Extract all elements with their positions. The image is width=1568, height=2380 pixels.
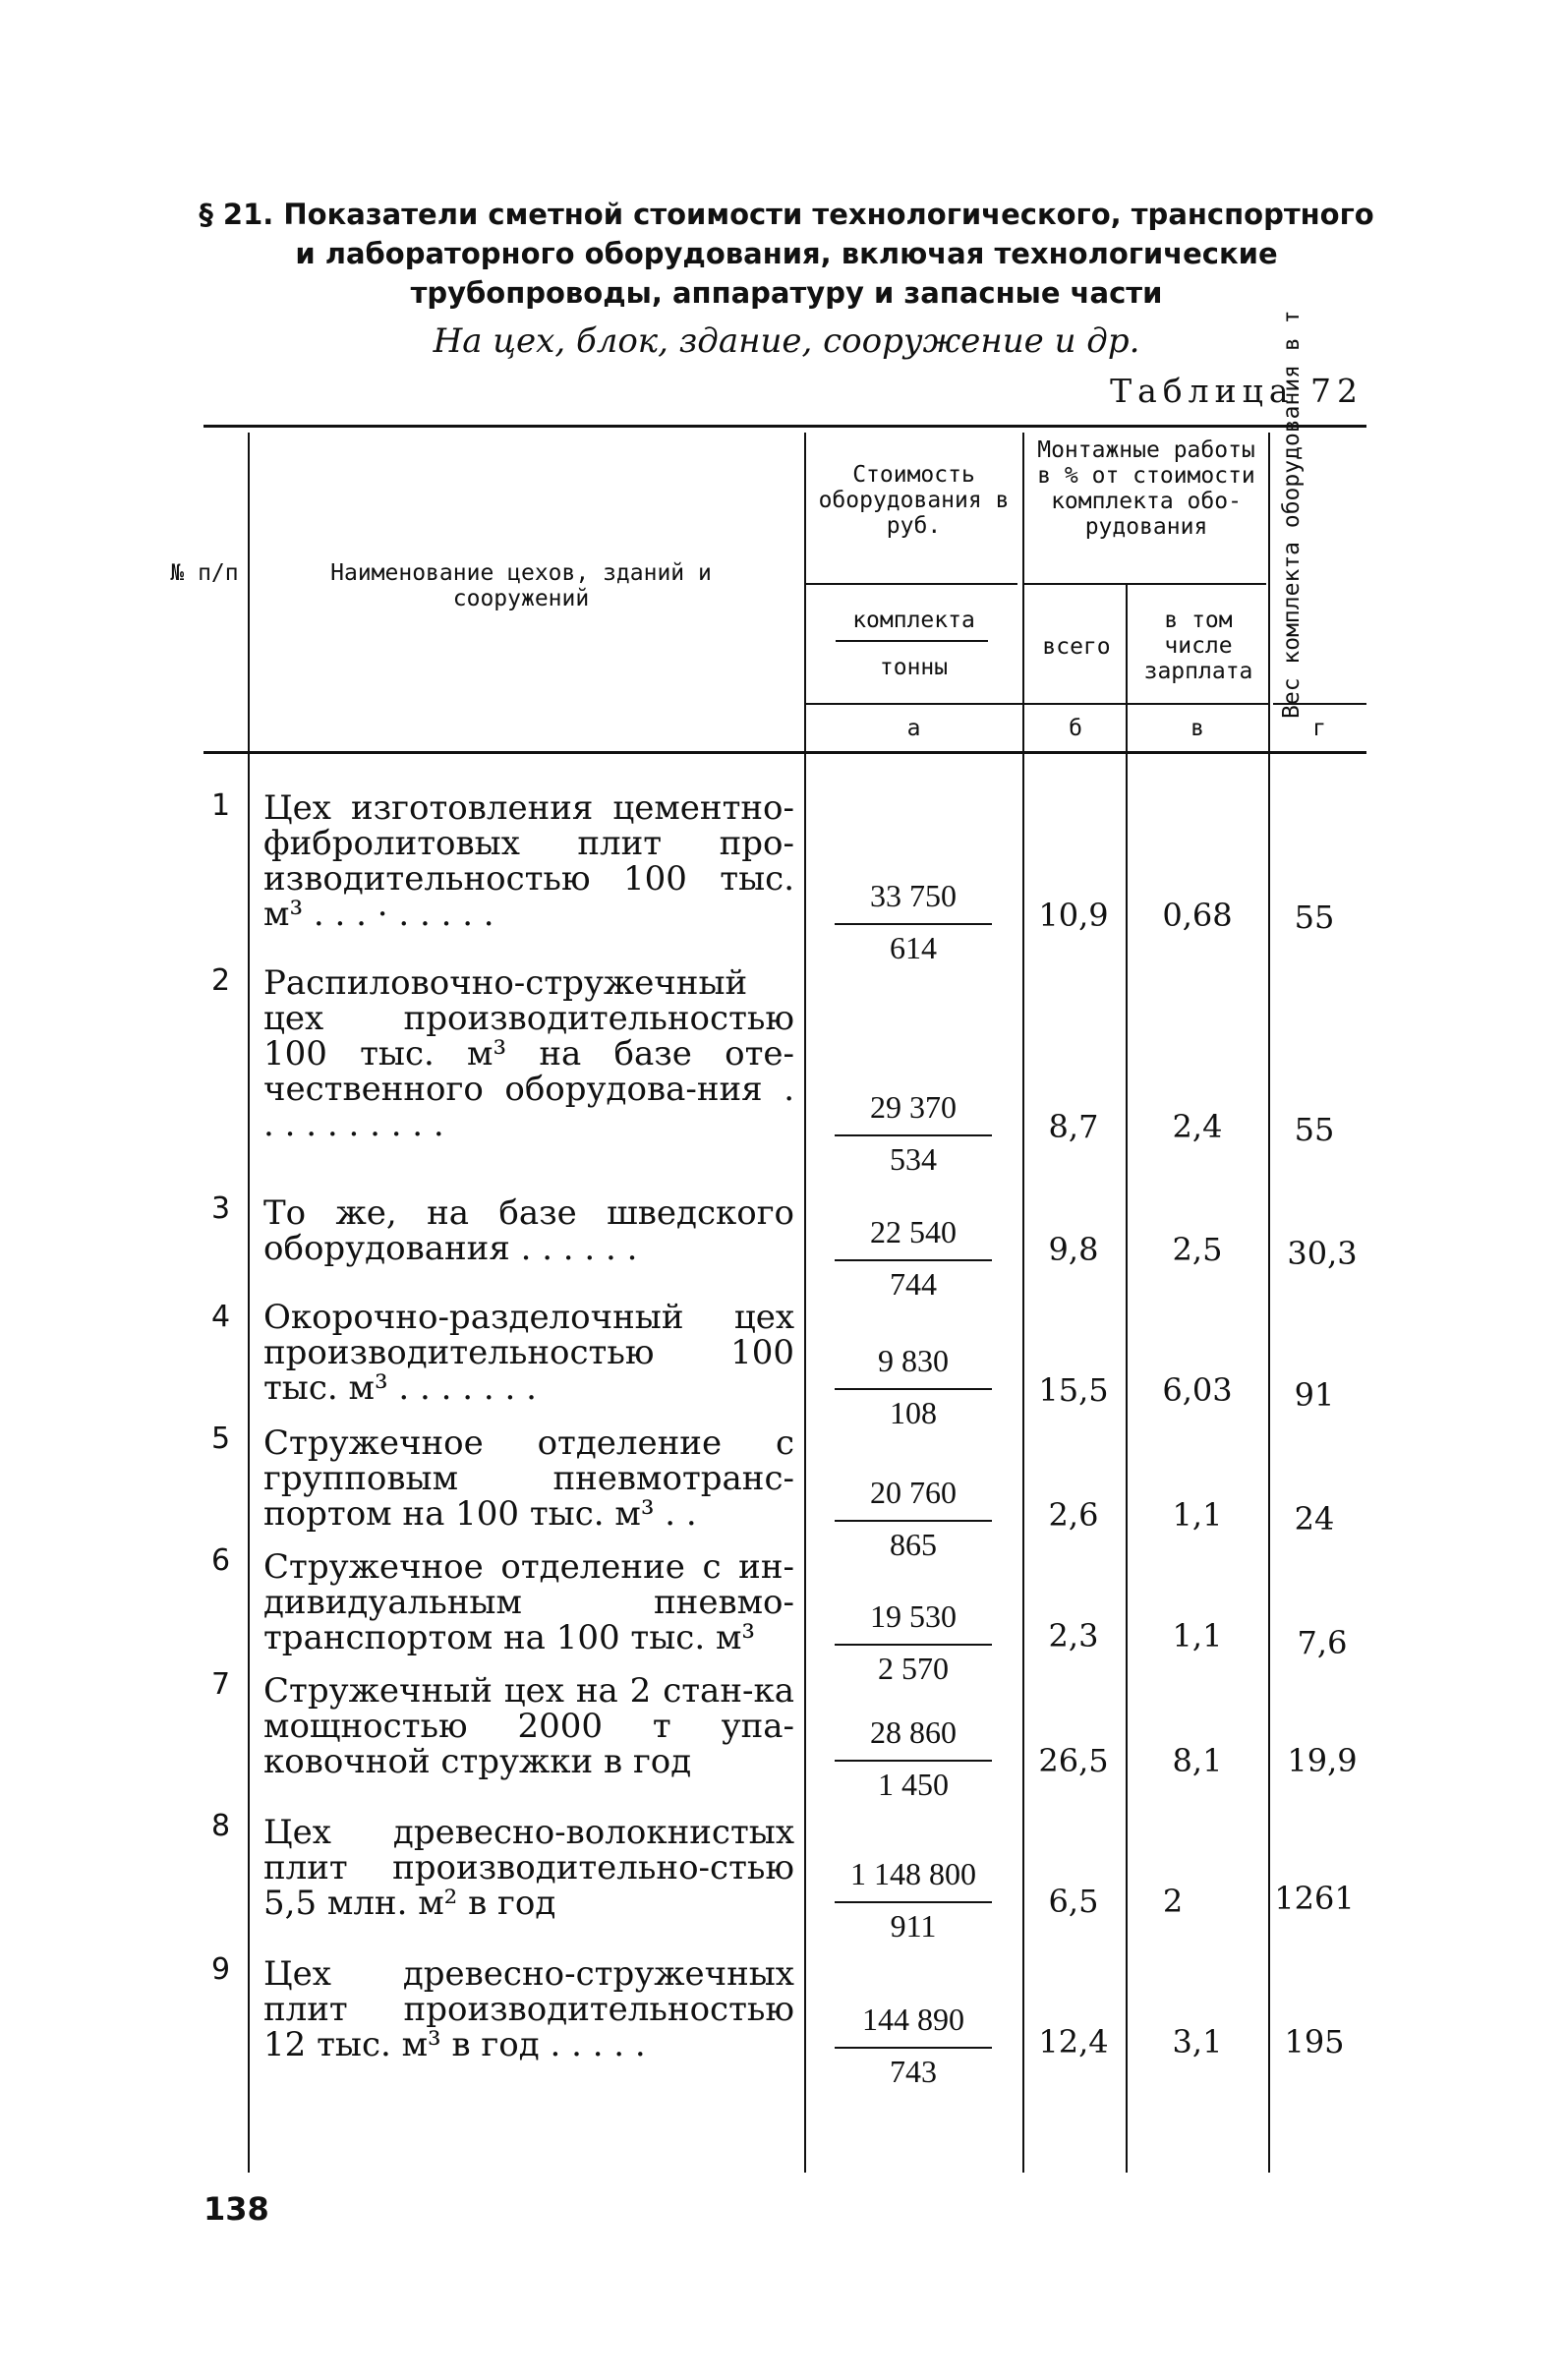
section-heading-line-1: § 21. Показатели сметной стоимости технологического, транспортного	[199, 198, 1374, 231]
mount-total: 2,3	[1048, 1617, 1099, 1654]
col-divider-4	[1126, 585, 1128, 2173]
weight: 7,6	[1297, 1624, 1348, 1661]
fraction-bar	[835, 1388, 992, 1390]
cost-per-set: 22 540	[870, 1214, 957, 1249]
cost-per-ton: 534	[890, 1141, 937, 1177]
cost-per-set: 29 370	[870, 1089, 957, 1125]
row-cost	[806, 878, 1020, 976]
fraction-bar	[835, 923, 992, 925]
mount-salary: 2,5	[1172, 1231, 1223, 1268]
row-cost	[806, 1856, 1020, 1954]
row-name: Цех изготовления цементно-фибролитовых плит про-изводительностью 100 тыс. м³ . . . · . . . . .	[263, 788, 794, 934]
header-letter-g: г	[1312, 716, 1326, 741]
fraction-bar	[835, 1644, 992, 1646]
weight: 24	[1294, 1500, 1335, 1538]
cost-fraction-bar	[836, 640, 988, 642]
cost-per-set: 1 148 800	[850, 1856, 976, 1891]
cost-per-set: 28 860	[870, 1714, 957, 1750]
header-mount: Монтажные работы в % от стоимости комплекта обо-рудования	[1037, 437, 1255, 540]
row-cost	[806, 1714, 1020, 1813]
cost-per-ton: 743	[890, 2054, 937, 2089]
mount-salary: 2,4	[1172, 1108, 1223, 1145]
mount-salary: 1,1	[1172, 1496, 1223, 1534]
row-number: 6	[211, 1543, 231, 1578]
row-cost	[806, 1343, 1020, 1441]
fraction-bar	[835, 2047, 992, 2049]
cost-per-ton: 614	[890, 930, 937, 965]
row-number: 2	[211, 963, 231, 998]
table-label: Таблица 72	[1110, 372, 1364, 410]
weight: 1261	[1274, 1880, 1355, 1917]
mount-salary: 1,1	[1172, 1617, 1223, 1654]
table-top-rule	[203, 425, 1366, 428]
header-number: № п/п	[170, 560, 239, 586]
cost-subrule	[806, 583, 1017, 585]
row-cost	[806, 2002, 1020, 2100]
weight: 195	[1284, 2023, 1345, 2061]
row-name: Стружечное отделение с ин-дивидуальным пневмо-транспортом на 100 тыс. м³	[263, 1547, 794, 1657]
mount-total: 10,9	[1038, 897, 1109, 934]
cost-per-ton: 911	[890, 1908, 937, 1944]
fraction-bar	[835, 1134, 992, 1136]
row-cost	[806, 1475, 1020, 1573]
cost-per-ton: 1 450	[878, 1767, 949, 1802]
row-name: Стружечное отделение с групповым пневмотранс-портом на 100 тыс. м³ . .	[263, 1423, 794, 1534]
row-cost	[806, 1598, 1020, 1697]
cost-per-ton: 744	[890, 1266, 937, 1302]
mount-total: 26,5	[1038, 1742, 1109, 1779]
weight: 30,3	[1287, 1235, 1358, 1272]
cost-per-set: 19 530	[870, 1598, 957, 1634]
header-name: Наименование цехов, зданий и сооружений	[330, 560, 712, 611]
mount-salary: 0,68	[1162, 897, 1233, 934]
mount-salary: 6,03	[1162, 1371, 1233, 1409]
row-name: Стружечный цех на 2 стан-ка мощностью 2000 т упа-ковочной стружки в год	[263, 1671, 794, 1781]
row-name: Распиловочно-стружечный цех производительностью 100 тыс. м³ на базе оте-чественного оборудова-ния . . . . . . . . . .	[263, 963, 794, 1144]
fraction-bar	[835, 1259, 992, 1261]
header-cost-ton: тонны	[879, 655, 949, 680]
header-cost: Стоимость оборудования в руб.	[818, 462, 1010, 539]
header-letter-v: в	[1191, 716, 1204, 741]
letters-rule-left	[806, 703, 1268, 705]
row-number: 7	[211, 1667, 231, 1702]
page-number: 138	[203, 2190, 269, 2228]
row-name: Цех древесно-волокнистых плит производительно-стью 5,5 млн. м² в год	[263, 1813, 794, 1923]
row-name: Окорочно-разделочный цех производительностью 100 тыс. м³ . . . . . . .	[263, 1298, 794, 1408]
weight: 55	[1294, 899, 1335, 936]
cost-per-ton: 2 570	[878, 1651, 949, 1686]
weight: 91	[1294, 1376, 1335, 1414]
header-weight: Вес комплекта оборудования в т	[1279, 310, 1305, 719]
row-cost	[806, 1089, 1020, 1188]
header-letter-a: а	[906, 716, 921, 741]
cost-per-set: 144 890	[862, 2002, 964, 2037]
header-mount-salary: в том числе зарплата	[1143, 608, 1253, 684]
row-cost	[806, 1214, 1020, 1312]
row-number: 4	[211, 1300, 231, 1334]
row-number: 5	[211, 1422, 231, 1456]
mount-salary: 3,1	[1172, 2023, 1223, 2061]
row-number: 8	[211, 1809, 231, 1843]
cost-per-set: 33 750	[870, 878, 957, 913]
section-subtitle: На цех, блок, здание, сооружение и др.	[433, 321, 1140, 361]
cost-per-ton: 865	[890, 1527, 937, 1562]
weight: 55	[1294, 1111, 1335, 1148]
row-number: 9	[211, 1952, 231, 1987]
weight: 19,9	[1287, 1742, 1358, 1779]
mount-total: 12,4	[1038, 2023, 1109, 2061]
cost-per-set: 20 760	[870, 1475, 957, 1510]
row-number: 1	[211, 788, 231, 823]
cost-per-ton: 108	[890, 1395, 937, 1430]
row-number: 3	[211, 1191, 231, 1226]
mount-total: 15,5	[1038, 1371, 1109, 1409]
mount-total: 6,5	[1048, 1883, 1099, 1920]
fraction-bar	[835, 1760, 992, 1762]
mount-salary: 8,1	[1172, 1742, 1223, 1779]
header-mount-total: всего	[1042, 634, 1111, 660]
row-name: То же, на базе шведского оборудования . . . . . .	[263, 1193, 794, 1268]
fraction-bar	[835, 1520, 992, 1522]
mount-total: 8,7	[1048, 1108, 1099, 1145]
cost-per-set: 9 830	[878, 1343, 949, 1378]
mount-total: 2,6	[1048, 1496, 1099, 1534]
table-header-bottom-rule	[203, 751, 1366, 754]
header-cost-set: комплекта	[852, 608, 975, 633]
fraction-bar	[835, 1901, 992, 1903]
section-heading-line-2: и лабораторного оборудования, включая технологические	[295, 237, 1278, 270]
mount-subrule	[1022, 583, 1266, 585]
mount-total: 9,8	[1048, 1231, 1099, 1268]
col-divider-1	[248, 433, 250, 2173]
header-letter-b: б	[1069, 716, 1082, 741]
row-name: Цех древесно-стружечных плит производительностью 12 тыс. м³ в год . . . . .	[263, 1954, 794, 2064]
section-heading-line-3: трубопроводы, аппаратуру и запасные части	[410, 276, 1163, 310]
mount-salary: 2	[1162, 1883, 1184, 1920]
